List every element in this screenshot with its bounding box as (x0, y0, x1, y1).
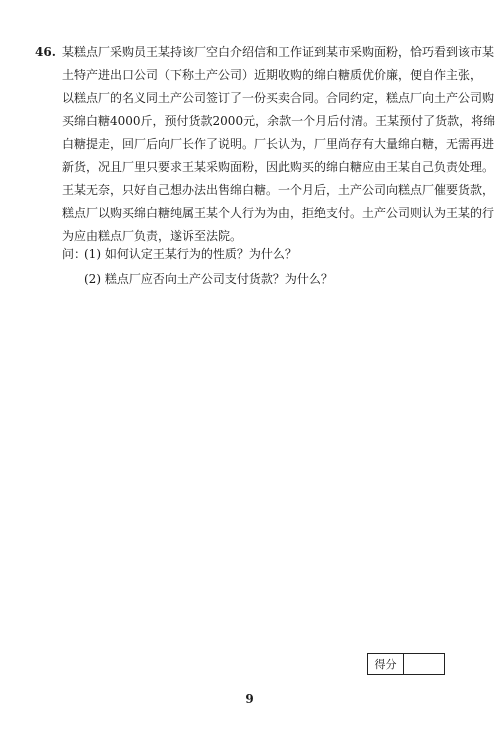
question-line: 糕点厂以购买绵白糖纯属王某个人行为为由，拒绝支付。土产公司则认为王某的行 (62, 206, 495, 220)
question-line: 以糕点厂的名义同土产公司签订了一份买卖合同。合同约定，糕点厂向土产公司购 (62, 91, 495, 105)
score-label: 得分 (368, 654, 404, 674)
question-line: 新货，况且厂里只要求王某采购面粉，因此购买的绵白糖应由王某自己负责处理。 (62, 160, 495, 174)
question-line: 某糕点厂采购员王某持该厂空白介绍信和工作证到某市采购面粉，恰巧看到该市某 (62, 45, 495, 59)
score-box (367, 653, 445, 675)
question-line: 买绵白糖4000斤，预付货款2000元，余款一个月后付清。王某预付了货款，将绵 (62, 114, 496, 128)
sub-question-2 (84, 268, 333, 291)
question-line: 白糖提走，回厂后向厂长作了说明。厂长认为，厂里尚存有大量绵白糖，无需再进 (62, 137, 495, 151)
ask-prefix: 问： (62, 247, 87, 261)
sub-question-1 (62, 243, 297, 266)
sub-question-2-text: (2) 糕点厂应否向土产公司支付货款？为什么？ (84, 272, 333, 286)
question-line: 为应由糕点厂负责，遂诉至法院。 (62, 229, 243, 243)
question-number: 46. (35, 45, 56, 59)
question-line: 王某无奈，只好自己想办法出售绵白糖。一个月后，土产公司向糕点厂催要货款， (62, 183, 495, 197)
question-line: 土特产进出口公司（下称土产公司）近期收购的绵白糖质优价廉，便自作主张， (62, 68, 483, 82)
score-blank-field[interactable] (404, 654, 444, 674)
page-number: 9 (245, 692, 254, 706)
question-text (62, 41, 496, 248)
sub-question-1-text: (1) 如何认定王某行为的性质？为什么？ (84, 247, 297, 261)
